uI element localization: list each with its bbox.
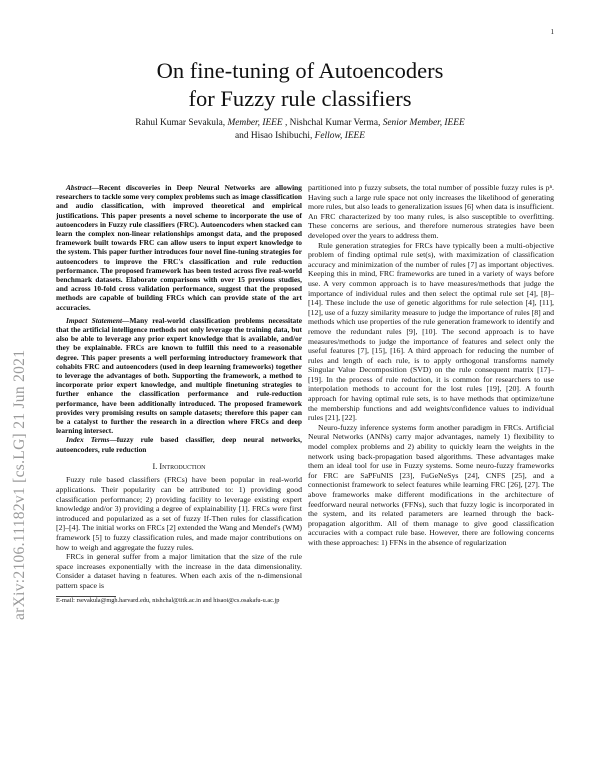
index-terms-text: —fuzzy rule based classifier, deep neural networks, autoencoders, rule reduction [56, 435, 302, 454]
abstract-text: —Recent discoveries in Deep Neural Networks are allowing researchers to tackle some very complex problems such as image classification and audio classification, with improved theoretical and empirical justifications. This paper presents a novel scheme to incorporate the use of autoencoders in Fuzzy rule classifiers (FRC). Autoencoders when stacked can learn the complex non-linear relationships amongst data, and the proposed framework built towards FRC can allow users to input expert knowledge to the system. This paper further introduces four novel fine-tuning strategies for autoencoders to improve the FRC's classification and rule reduction performance. The proposed framework has been tested across five real-world benchmark datasets. Elaborate comparisons with over 15 previous studies, and across 10-fold cross validation performance, suggest that the proposed methods are capable of building FRCs which can provide state of the art accuracies. [56, 183, 302, 312]
author-3-role: Fellow, IEEE [314, 131, 366, 141]
author-1-name: Rahul Kumar Sevakula, [135, 118, 228, 128]
page-number: 1 [550, 28, 554, 36]
section-heading-introduction: I. Introduction [152, 461, 206, 471]
right-paragraph-1: partitioned into p fuzzy subsets, the total number of possible fuzzy rules is pⁿ. Having such a large rule space not only increases the likelihood of generating more rules, but also leads to generalization issues [6] when data is insufficient. An FRC characterized by too many rules, is also susceptible to overfitting. These concerns are serious, and therefore numerous strategies have been developed over the years to address them. [308, 183, 554, 240]
author-2-role: Senior Member, IEEE [382, 118, 465, 128]
paper-title [40, 57, 560, 113]
impact-statement [56, 316, 302, 436]
intro-paragraph-2: FRCs in general suffer from a major limitation that the size of the rule space increases exponentially with the increase in the data dimensionality. Consider a dataset having n features. When each axis of the n-dimensional pattern space is [56, 552, 302, 591]
intro-paragraph-1: Fuzzy rule based classifiers (FRCs) have been popular in real-world applications. Their popularity can be attributed to: 1) providing good classification performance; 2) providing facility to leverage existing expert knowledge and/or 3) providing a degree of explainability [1]. FRCs were first introduced and popularized as a set of fuzzy If-Then rules for classification [2]–[4]. The initial works on FRCs [2] extended the Wang and Mendel's (WM) framework [5] to fuzzy classification rules, and made major contributions on how to weigh and aggregate the fuzzy rules. [56, 475, 302, 552]
author-3-name: and Hisao Ishibuchi, [234, 131, 315, 141]
index-terms-label: Index Terms [66, 435, 110, 445]
impact-text: —Many real-world classification problems necessitate that the artificial intelligence methods not only leverage the training data, but also be able to leverage any prior expert knowledge that is available, and/or they be explainable. FRCs are known to fulfill this need to a reasonable degree. This paper presents a well performing introductory framework that cohabits FRC and autoencoders (used in deep learning frameworks) together to leverage the advantages of both. Supporting the framework, a method to incorporate prior expert knowledge, and multiple finetuning strategies to further enhance the classification performance and rule-reduction performance, have been additionally introduced. The proposed framework provides very promising results on sample datasets; therefore this paper can be a catalyst to further the research in a direction where FRCs and deep learning intersect. [56, 315, 302, 436]
right-column [308, 183, 554, 548]
left-column [56, 183, 302, 604]
impact-label: Impact Statement [66, 315, 123, 325]
abstract [56, 183, 302, 312]
footnote-emails: E-mail: rsevakula@mgh.harvard.edu, nishchal@iitk.ac.in and hisaoi@cs.osakafu-u.ac.jp [56, 596, 280, 604]
author-1-role: Member, IEEE [227, 118, 283, 128]
author-list [40, 117, 560, 143]
right-paragraph-3: Neuro-fuzzy inference systems form another paradigm in FRCs. Artificial Neural Networks (ANNs) carry major advantages, namely 1) flexibility to model complex problems and 2) ability to quickly learn the weights in the network using back-propagation based algorithms. These advantages make them an ideal tool for use in Fuzzy systems. Some neuro-fuzzy frameworks for FRC are SaPFuNIS [23], FuGeNeSys [24], CNFS [25], and a connectionist framework to select features while learning FRC [26], [27]. The above frameworks make different modifications in the architecture of feedforward neural networks (FFNs), such that fuzzy logic is incorporated in the system, and its related parameters are learned through the back-propagation algorithm. All of them manage to give good classification accuracies with a compact rule base. However, there are following concerns with these approaches: 1) FFNs in the absence of regularization [308, 422, 554, 547]
right-paragraph-2: Rule generation strategies for FRCs have typically been a multi-objective problem of finding optimal rule set(s), with maximization of classification accuracy and minimization of the number of rules [7] as important objectives. Keeping this in mind, FRC frameworks are tuned in a variety of ways before use. A very common approach is to have measures/methods that judge the importance of individual rules and then select the optimal rule set [4], [8]–[14]. These include the use of genetic algorithms for rule selection [4], [11], [12], use of a fuzzy similarity measure to judge the importance of rules [8] and methods which use properties of the rule generation framework to identify and remove the redundant rules [9], [10]. The second approach is to have measures/methods to judge the importance of features and select only the useful features [7], [15], [16]. A third approach for reducing the number of rules and length of each rule, is to apply orthogonal transforms namely Singular Value Decomposition (SVD) on the rule consequent matrix [17]–[19]. In the process of rule reduction, it is common for researchers to use interpolation methods to account for the lost rules [19], [20]. A fourth approach for having optimal rule sets, is to have methods that optimize/tune the membership functions and add weights/confidence values to individual rules [21], [22]. [308, 240, 554, 423]
title-line-1: On fine-tuning of Autoencoders [156, 58, 444, 83]
index-terms [56, 435, 302, 453]
abstract-label: Abstract [66, 183, 92, 192]
author-line-1 [40, 117, 560, 130]
arxiv-stamp: arXiv:2106.11182v1 [cs.LG] 21 Jun 2021 [11, 349, 28, 620]
author-line-2 [40, 130, 560, 143]
title-line-2: for Fuzzy rule classifiers [188, 86, 412, 111]
author-2-name: , Nishchal Kumar Verma, [282, 118, 383, 128]
